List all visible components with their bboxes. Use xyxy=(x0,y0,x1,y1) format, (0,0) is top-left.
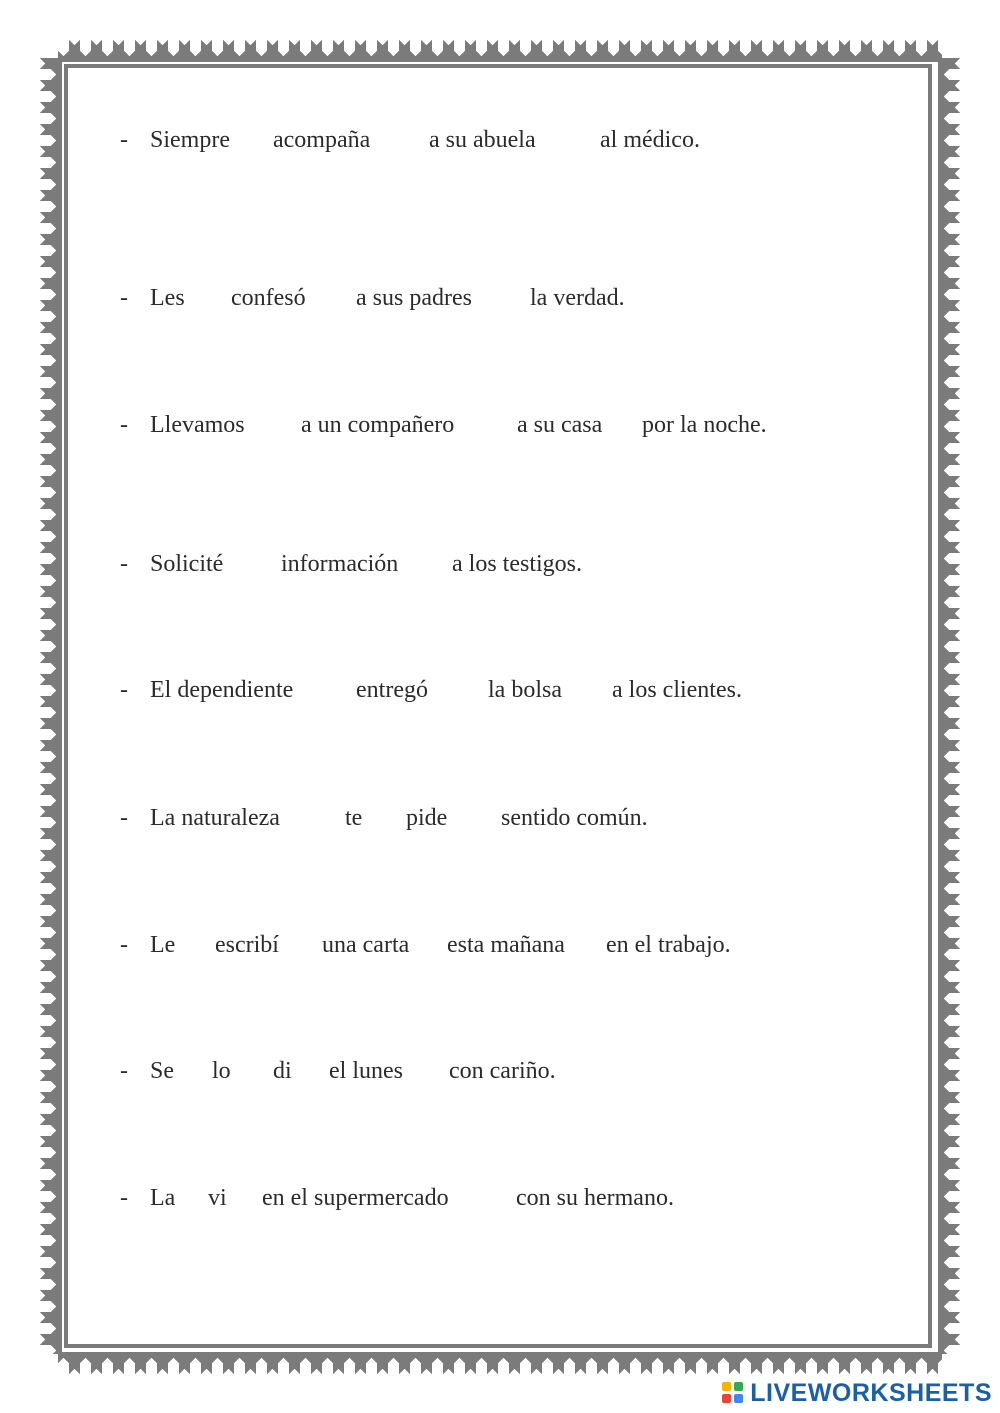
word-chunk[interactable]: escribí xyxy=(215,932,279,958)
word-chunk[interactable]: di xyxy=(273,1058,292,1084)
border-zigzag-right xyxy=(938,58,960,1354)
word-chunk[interactable]: entregó xyxy=(356,677,428,703)
word-chunk[interactable]: a su casa xyxy=(517,412,603,438)
logo-square xyxy=(722,1394,731,1403)
border-zigzag-top xyxy=(58,40,942,62)
brand-name: LIVEWORKSHEETS xyxy=(750,1378,992,1407)
word-chunk[interactable]: una carta xyxy=(322,932,410,958)
bullet-dash: - xyxy=(120,1058,128,1084)
bullet-dash: - xyxy=(120,551,128,577)
bullet-dash: - xyxy=(120,677,128,703)
word-chunk[interactable]: Llevamos xyxy=(150,412,245,438)
logo-square xyxy=(734,1382,743,1391)
word-chunk[interactable]: El dependiente xyxy=(150,677,294,703)
word-chunk[interactable]: La xyxy=(150,1185,176,1211)
border-zigzag-bottom xyxy=(58,1352,942,1374)
word-chunk[interactable]: con cariño. xyxy=(449,1058,556,1084)
word-chunk[interactable]: acompaña xyxy=(273,127,371,153)
word-chunk[interactable]: a los testigos. xyxy=(452,551,582,577)
word-chunk[interactable]: Siempre xyxy=(150,127,230,153)
word-chunk[interactable]: pide xyxy=(406,805,448,831)
word-chunk[interactable]: en el trabajo. xyxy=(606,932,731,958)
bullet-dash: - xyxy=(120,932,128,958)
bullet-dash: - xyxy=(120,285,128,311)
word-chunk[interactable]: por la noche. xyxy=(642,412,767,438)
word-chunk[interactable]: Les xyxy=(150,285,185,311)
bullet-dash: - xyxy=(120,805,128,831)
word-chunk[interactable]: con su hermano. xyxy=(516,1185,674,1211)
word-chunk[interactable]: Solicité xyxy=(150,551,224,577)
word-chunk[interactable]: en el supermercado xyxy=(262,1185,449,1211)
word-chunk[interactable]: te xyxy=(345,805,363,831)
liveworksheets-logo-icon xyxy=(722,1382,744,1404)
word-chunk[interactable]: la verdad. xyxy=(530,285,625,311)
word-chunk[interactable]: Le xyxy=(150,932,176,958)
logo-square xyxy=(722,1382,731,1391)
word-chunk[interactable]: la bolsa xyxy=(488,677,562,703)
word-chunk[interactable]: a su abuela xyxy=(429,127,536,153)
bullet-dash: - xyxy=(120,127,128,153)
word-chunk[interactable]: Se xyxy=(150,1058,174,1084)
word-chunk[interactable]: lo xyxy=(212,1058,231,1084)
word-chunk[interactable]: al médico. xyxy=(600,127,700,153)
logo-square xyxy=(734,1394,743,1403)
word-chunk[interactable]: sentido común. xyxy=(501,805,648,831)
word-chunk[interactable]: confesó xyxy=(231,285,306,311)
bullet-dash: - xyxy=(120,1185,128,1211)
word-chunk[interactable]: el lunes xyxy=(329,1058,403,1084)
word-chunk[interactable]: información xyxy=(281,551,399,577)
border-zigzag-left xyxy=(40,58,62,1354)
word-chunk[interactable]: a los clientes. xyxy=(612,677,742,703)
bullet-dash: - xyxy=(120,412,128,438)
word-chunk[interactable]: La naturaleza xyxy=(150,805,280,831)
liveworksheets-logo xyxy=(722,1378,992,1408)
word-chunk[interactable]: vi xyxy=(208,1185,227,1211)
word-chunk[interactable]: a un compañero xyxy=(301,412,455,438)
word-chunk[interactable]: esta mañana xyxy=(447,932,565,958)
word-chunk[interactable]: a sus padres xyxy=(356,285,472,311)
